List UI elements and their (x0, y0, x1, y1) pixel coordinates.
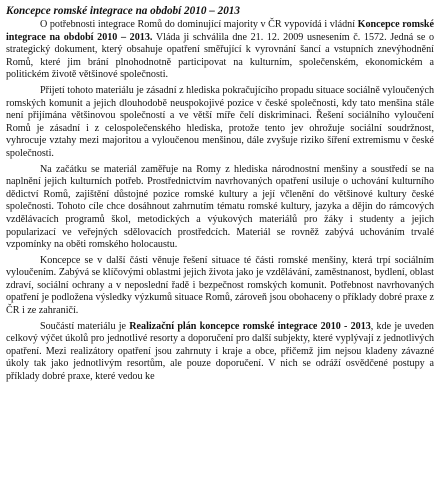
paragraph-implementation-plan (6, 321, 434, 384)
paragraph-text: Koncepce se v další části věnuje řešení situace té části romské menšiny, která trpí sociálním vyloučením. Zabývá se klíčovými oblastmi jejich života jako je vzdělávání, zaměstnanost, bydlení, oblast zdraví, sociální ochrany a v neposlední řadě i bezpečnost romských komunit. Potřebnost navrhovaných opatření je podložena výsledky výzkumů situace Romů, zároveň jsou obohaceny o příklady dobré praxe z ČR i ze zahraničí. (6, 254, 434, 317)
paragraph-social-exclusion (6, 255, 434, 318)
paragraph-text: , kde je uveden celkový výčet úkolů pro jednotlivé resorty a doporučení pro další subjekty, které vyplývají z jednotlivých opatření. Mezi realizátory opatření jsou zahrnuty i kraje a obce, přičemž jim nejsou kladeny závazné úkoly tak jako jednotlivým resortům, ale pouze doporučení. V nich se odráží osvědčené postupy a příklady dobré praxe, které vedou ke (6, 320, 434, 383)
paragraph-importance (6, 85, 434, 161)
paragraph-bold-text: Realizační plán koncepce romské integrace 2010 - 2013 (129, 320, 371, 332)
paragraph-text: O potřebnosti integrace Romů do dominující majority v ČR vypovídá i vládní (40, 19, 358, 30)
paragraph-text: Vláda ji schválila dne 21. 12. 2009 usnesením č. 1572. Jedná se o strategický dokument, který obsahuje opatření směřující k vyrovnání šancí a vstupních znevýhodnění Romů, které jim brání plnohodnotně participovat na kulturním, společenském, ekonomickém a politickém životě většinové společnosti. (6, 31, 434, 81)
paragraph-text: Na začátku se materiál zaměřuje na Romy z hlediska národnostní menšiny a soustředí se na naplnění jejich kulturních potřeb. Prostřednictvím navrhovaných opatření usiluje o uchování kulturního dědictví Romů, zajištění důstojné pozice romské kultury a její včlenění do většinové kultury české společnosti. Tohoto cíle chce dosáhnout zahrnutím tématu romské kultury, jazyka a dějin do rámcových vzdělávacích programů škol, metodických a výukových materiálů pro žáky i studenty a jejich popularizací ve veřejných sdělovacích prostředcích. Materiál se rovněž zabývá uchováním trvalé vzpomínky na oběti romského holocaustu. (6, 163, 434, 251)
paragraph-bold-text: Koncepce romské integrace na období 2010 – 2013. (6, 19, 435, 43)
paragraph-intro (6, 19, 434, 82)
paragraph-culture (6, 164, 434, 252)
paragraph-text: Přijetí tohoto materiálu je zásadní z hlediska pokračujícího propadu situace sociálně vyloučených romských komunit a jejich dlouhodobě neuspokojivé pozice v české společnosti, kdy tato menšina stále není přijímána většinovou společností a ve větší míře čelí diskriminaci. Řešení sociálního vyloučení Romů je zásadní i z celospolečenského hlediska, protože tento jev ohrožuje sociální soudržnost, vyhrocuje vztahy mezi majoritou a vyloučenou menšinou, dále zvyšuje riziko šíření extremismu v české společnosti. (6, 84, 434, 159)
document-title: Koncepce romské integrace na období 2010 – 2013 (6, 5, 240, 17)
paragraph-text: Součástí materiálu je (40, 320, 130, 332)
